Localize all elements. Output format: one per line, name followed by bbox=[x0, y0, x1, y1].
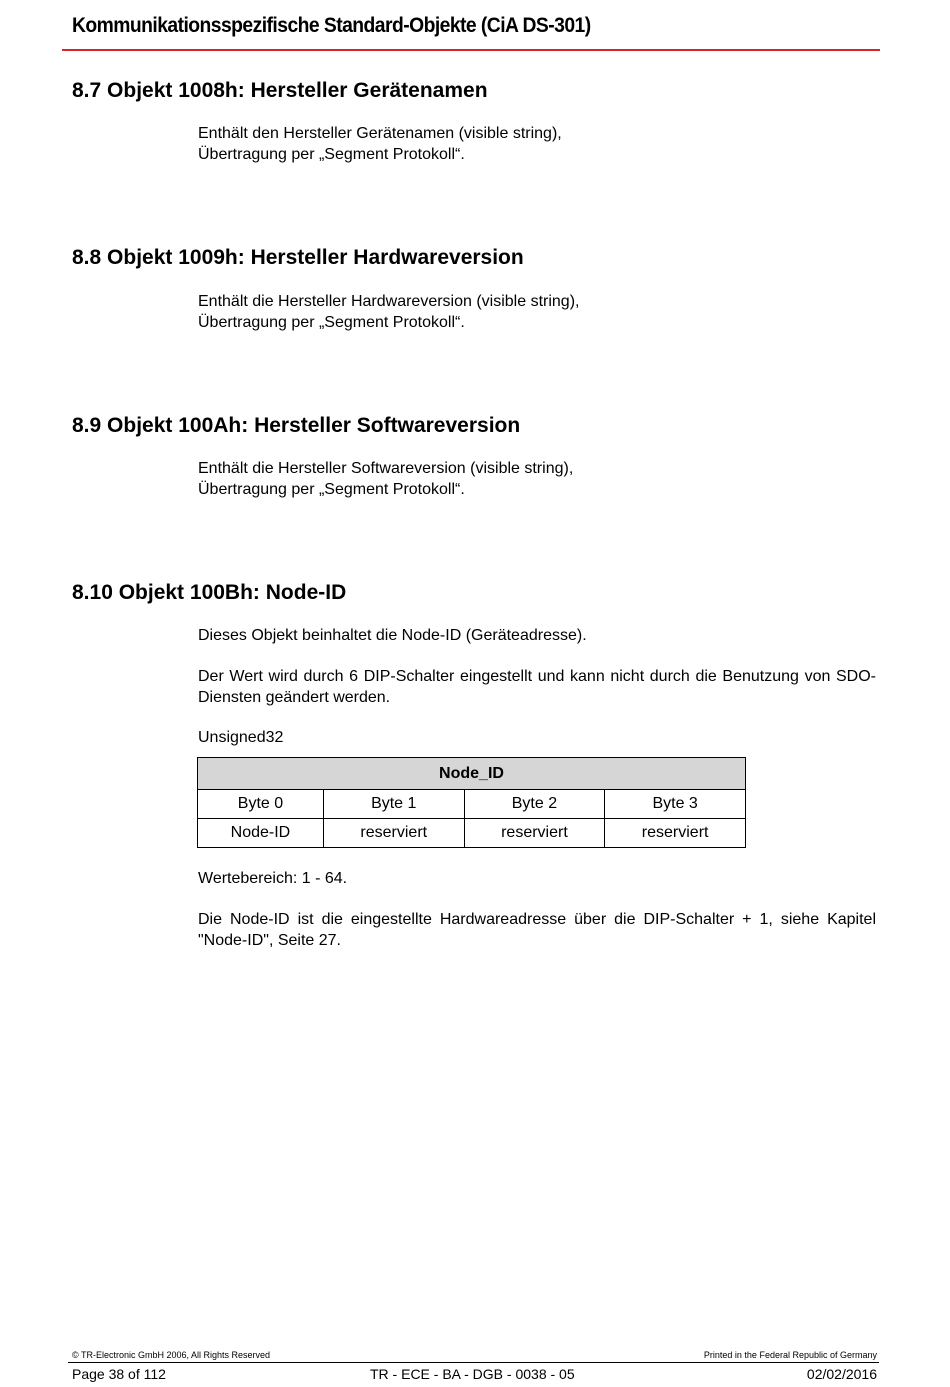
footer-copyright: © TR-Electronic GmbH 2006, All Rights Reserved bbox=[72, 1350, 271, 1360]
table-cell: reserviert bbox=[605, 819, 746, 848]
section-body-8-7 bbox=[198, 123, 876, 165]
table-header-row bbox=[198, 790, 746, 819]
node-id-dip-text: Der Wert wird durch 6 DIP-Schalter eingestellt und kann nicht durch die Benutzung von SDO-Diensten geändert werden. bbox=[198, 668, 876, 706]
footer-date: 02/02/2016 bbox=[806, 1366, 877, 1382]
table-title: Node_ID bbox=[198, 758, 746, 790]
table-cell: Byte 0 bbox=[198, 790, 324, 819]
section-heading-8-7: 8.7 Objekt 1008h: Hersteller Gerätenamen bbox=[72, 79, 488, 102]
header-divider bbox=[62, 49, 880, 51]
table-cell: reserviert bbox=[464, 819, 605, 848]
section-heading-8-8: 8.8 Objekt 1009h: Hersteller Hardwareversion bbox=[72, 246, 524, 269]
footer-page-number: Page 38 of 112 bbox=[72, 1366, 166, 1382]
table-cell: Byte 3 bbox=[605, 790, 746, 819]
node-id-range: Wertebereich: 1 - 64. bbox=[198, 870, 348, 887]
body-line: Übertragung per „Segment Protokoll“. bbox=[198, 314, 465, 331]
footer-divider bbox=[68, 1362, 879, 1363]
table-cell: Byte 2 bbox=[464, 790, 605, 819]
body-line: Enthält die Hersteller Softwareversion (visible string), bbox=[198, 460, 574, 477]
body-line: Enthält die Hersteller Hardwareversion (visible string), bbox=[198, 293, 580, 310]
table-cell: Byte 1 bbox=[323, 790, 464, 819]
body-line: Übertragung per „Segment Protokoll“. bbox=[198, 481, 465, 498]
section-body-8-9 bbox=[198, 458, 876, 500]
section-heading-8-9: 8.9 Objekt 100Ah: Hersteller Softwareversion bbox=[72, 414, 521, 437]
section-body-8-8 bbox=[198, 291, 876, 333]
section-heading-8-10: 8.10 Objekt 100Bh: Node-ID bbox=[72, 581, 347, 604]
body-line: Enthält den Hersteller Gerätenamen (visible string), bbox=[198, 125, 562, 142]
node-id-datatype: Unsigned32 bbox=[198, 729, 284, 746]
table-cell: reserviert bbox=[323, 819, 464, 848]
node-id-table bbox=[197, 757, 746, 848]
node-id-intro: Dieses Objekt beinhaltet die Node-ID (Geräteadresse). bbox=[198, 627, 587, 644]
footer-printed: Printed in the Federal Republic of Germany bbox=[703, 1350, 877, 1360]
table-cell: Node-ID bbox=[198, 819, 324, 848]
node-id-note: Die Node-ID ist die eingestellte Hardwareadresse über die DIP-Schalter + 1, siehe Kapitel "Node-ID", Seite 27. bbox=[198, 911, 876, 949]
page-header-title: Kommunikationsspezifische Standard-Objekte (CiA DS-301) bbox=[72, 14, 591, 37]
body-line: Übertragung per „Segment Protokoll“. bbox=[198, 146, 465, 163]
table-row bbox=[198, 819, 746, 848]
footer-doc-id: TR - ECE - BA - DGB - 0038 - 05 bbox=[370, 1366, 575, 1382]
